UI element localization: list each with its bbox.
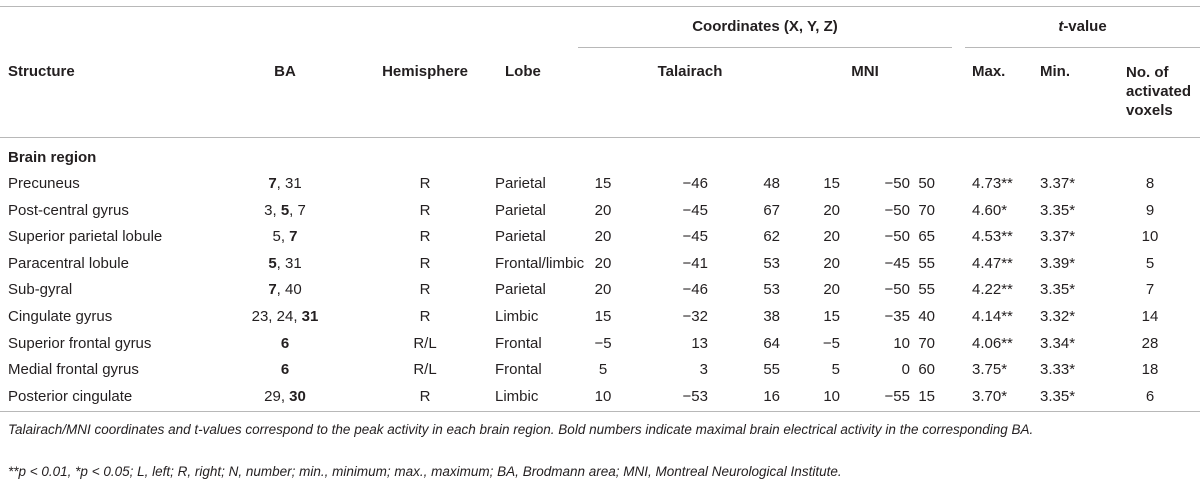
cell-tal-x: 20 [594,201,612,219]
cell-tal-z: 53 [763,254,780,272]
table-row [0,171,1200,197]
cell-mni-z: 70 [918,201,935,219]
table-row [0,331,1200,357]
header-rule [0,137,1200,138]
cell-lobe: Parietal [495,201,546,219]
cell-ba [230,331,340,357]
t-value-group-rule [965,47,1200,48]
cell-mni-y: −50 [884,175,910,192]
cell-lobe: Frontal [495,361,542,379]
cell-t-min: 3.32* [1040,308,1076,325]
header-ba: BA [274,63,296,80]
cell-tal-y: −45 [682,201,708,219]
cell-lobe: Parietal [495,228,546,246]
cell-t-min: 3.37* [1040,228,1076,246]
header-voxels-line2: activated [1126,83,1192,100]
cell-tal-z: 67 [763,201,780,219]
ba-number: 3, [264,201,281,219]
cell-mni-x: 10 [823,387,840,405]
cell-mni-z: 55 [918,281,935,299]
cell-ba [230,198,340,224]
cell-hemisphere: R [419,387,431,405]
cell-mni-x: 20 [823,201,840,219]
ba-bold-number: 6 [280,361,290,379]
cell-lobe: Frontal [495,334,542,352]
cell-t-max: 4.06** [972,334,1013,352]
ba-bold-number: 5 [268,254,277,272]
cell-hemisphere: R [419,254,431,272]
cell-tal-z: 16 [763,387,780,405]
header-voxels [1126,63,1191,120]
ba-number: 23, 24, [251,308,302,325]
cell-tal-y: 13 [691,334,708,352]
cell-t-max: 4.53** [972,228,1013,246]
header-t-value [965,18,1200,36]
cell-mni-y: −45 [884,254,910,272]
header-voxels-line1: No. of [1126,64,1169,81]
cell-voxels: 18 [1141,361,1159,379]
cell-mni-y: −35 [884,308,910,325]
ba-bold-number: 30 [289,387,306,405]
coordinates-group-rule [578,47,952,48]
header-talairach: Talairach [657,63,723,80]
cell-voxels: 14 [1141,308,1159,325]
cell-mni-z: 50 [918,175,935,192]
cell-tal-x: 20 [594,254,612,272]
cell-tal-z: 38 [763,308,780,325]
cell-tal-y: −53 [682,387,708,405]
cell-lobe: Parietal [495,281,546,299]
cell-tal-x: −5 [594,334,612,352]
header-hemisphere: Hemisphere [382,63,468,80]
cell-t-min: 3.34* [1040,334,1076,352]
cell-hemisphere: R [419,175,431,192]
cell-tal-y: 3 [699,361,708,379]
cell-tal-x: 5 [598,361,608,379]
cell-hemisphere: R [419,228,431,246]
header-t-letter: t [1058,18,1064,35]
cell-mni-y: 0 [901,361,910,379]
cell-structure: Precuneus [8,175,80,192]
cell-mni-z: 65 [918,228,935,246]
cell-tal-z: 62 [763,228,780,246]
cell-tal-z: 64 [763,334,780,352]
cell-t-min: 3.35* [1040,281,1076,299]
cell-t-max: 4.22** [972,281,1013,299]
cell-mni-x: 5 [831,361,840,379]
cell-t-min: 3.35* [1040,387,1076,405]
cell-structure: Superior frontal gyrus [8,334,152,352]
cell-structure: Sub-gyral [8,281,73,299]
table-row [0,304,1200,330]
header-voxels-line3: voxels [1126,102,1173,119]
cell-mni-x: 15 [823,308,840,325]
cell-structure: Paracentral lobule [8,254,129,272]
cell-tal-x: 10 [594,387,612,405]
cell-voxels: 6 [1145,387,1155,405]
cell-voxels: 10 [1141,228,1159,246]
cell-mni-x: 20 [823,228,840,246]
cell-tal-z: 53 [763,281,780,299]
cell-mni-y: −50 [884,201,910,219]
cell-mni-y: −55 [884,387,910,405]
cell-mni-x: 20 [823,281,840,299]
cell-tal-x: 15 [594,308,612,325]
cell-mni-z: 60 [918,361,935,379]
cell-hemisphere: R [419,308,431,325]
cell-t-max: 3.70* [972,387,1008,405]
cell-t-min: 3.35* [1040,201,1076,219]
table-row [0,384,1200,410]
ba-number: , 31 [276,254,302,272]
footnote-1: Talairach/MNI coordinates and t-values correspond to the peak activity in each brain region. Bold numbers indicate maximal brain electrical activity in the corresponding BA. [8,422,1034,437]
cell-t-min: 3.37* [1040,175,1076,192]
table-row [0,224,1200,250]
ba-bold-number: 7 [289,228,298,246]
ba-number: , 40 [276,281,302,299]
ba-bold-number: 5 [280,201,290,219]
cell-tal-z: 55 [763,361,780,379]
cell-lobe: Limbic [495,387,539,405]
cell-hemisphere: R [419,281,431,299]
bottom-rule [0,411,1200,412]
cell-t-max: 4.60* [972,201,1008,219]
cell-lobe: Frontal/limbic [495,254,585,272]
table-row [0,251,1200,277]
cell-tal-y: −45 [682,228,708,246]
ba-number: , 31 [276,175,302,192]
footnote-2: **p < 0.01, *p < 0.05; L, left; R, right; N, number; min., minimum; max., maximum; BA, Brodmann area; MNI, Montreal Neurological Institute. [8,464,842,479]
cell-tal-x: 20 [594,228,612,246]
cell-mni-z: 15 [918,387,935,405]
cell-t-min: 3.39* [1040,254,1076,272]
cell-hemisphere: R/L [413,361,437,379]
table-row [0,357,1200,383]
cell-mni-y: 10 [893,334,910,352]
cell-lobe: Parietal [495,175,546,192]
cell-structure: Superior parietal lobule [8,228,163,246]
cell-hemisphere: R [419,201,431,219]
cell-lobe: Limbic [495,308,539,325]
cell-mni-x: 20 [823,254,840,272]
cell-tal-z: 48 [763,175,780,192]
cell-mni-z: 40 [918,308,935,325]
header-t-rest: -value [1063,18,1107,35]
cell-t-min: 3.33* [1040,361,1076,379]
cell-mni-x: −5 [822,334,840,352]
ba-bold-number: 7 [268,281,277,299]
ba-bold-number: 7 [268,175,277,192]
section-label: Brain region [8,149,97,166]
cell-ba [230,277,340,303]
cell-mni-y: −50 [884,228,910,246]
cell-voxels: 8 [1145,175,1155,192]
cell-t-max: 4.73** [972,175,1013,192]
cell-ba [230,304,340,330]
header-min: Min. [1040,63,1070,80]
ba-number: 5, [272,228,290,246]
cell-tal-x: 15 [594,175,612,192]
cell-hemisphere: R/L [413,334,437,352]
cell-structure: Medial frontal gyrus [8,361,139,379]
ba-number: 29, [264,387,290,405]
cell-structure: Post-central gyrus [8,201,129,219]
cell-t-max: 4.47** [972,254,1013,272]
ba-bold-number: 31 [301,308,319,325]
cell-voxels: 28 [1141,334,1159,352]
cell-mni-x: 15 [823,175,840,192]
cell-ba [230,171,340,197]
cell-structure: Posterior cingulate [8,387,133,405]
ba-number: , 7 [289,201,306,219]
header-mni: MNI [851,63,879,80]
header-max: Max. [972,63,1006,80]
cell-t-max: 3.75* [972,361,1008,379]
header-coordinates: Coordinates (X, Y, Z) [692,18,838,35]
cell-tal-y: −46 [682,175,708,192]
cell-tal-y: −46 [682,281,708,299]
cell-voxels: 5 [1145,254,1155,272]
table-row [0,198,1200,224]
cell-ba [230,224,340,250]
cell-voxels: 7 [1145,281,1155,299]
cell-tal-y: −41 [682,254,708,272]
header-lobe: Lobe [505,63,541,80]
cell-ba [230,384,340,410]
cell-tal-x: 20 [594,281,612,299]
cell-voxels: 9 [1145,201,1155,219]
cell-ba [230,251,340,277]
cell-tal-y: −32 [682,308,708,325]
cell-mni-z: 55 [918,254,935,272]
table-row [0,277,1200,303]
top-rule [0,6,1200,7]
cell-t-max: 4.14** [972,308,1013,325]
cell-ba [230,357,340,383]
cell-mni-y: −50 [884,281,910,299]
cell-mni-z: 70 [918,334,935,352]
header-structure: Structure [8,63,75,80]
cell-structure: Cingulate gyrus [8,308,113,325]
ba-bold-number: 6 [280,334,290,352]
